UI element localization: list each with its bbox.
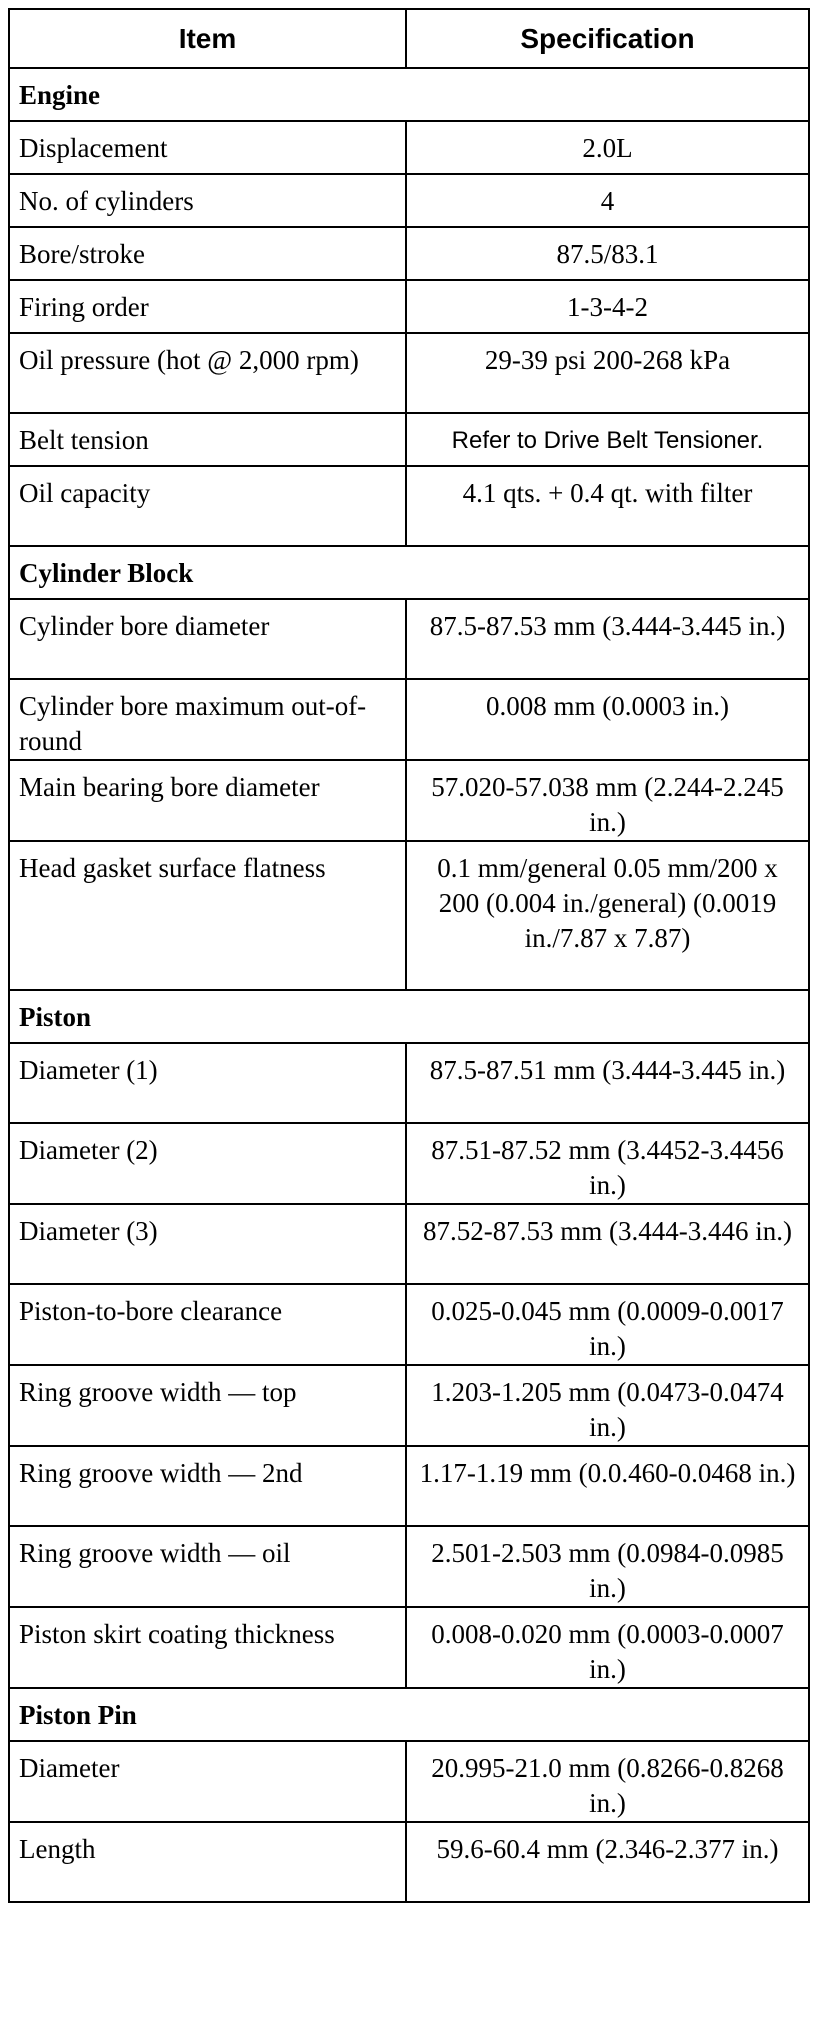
- spec-cell: 0.008 mm (0.0003 in.): [406, 679, 809, 760]
- table-row: [9, 1123, 809, 1204]
- item-cell: Piston-to-bore clearance: [9, 1284, 406, 1365]
- spec-cell: 59.6-60.4 mm (2.346-2.377 in.): [406, 1822, 809, 1902]
- table-row: [9, 1043, 809, 1123]
- spec-cell: 0.008-0.020 mm (0.0003-0.0007 in.): [406, 1607, 809, 1688]
- table-row: [9, 599, 809, 679]
- section-title: Cylinder Block: [9, 546, 809, 599]
- item-cell: Diameter (3): [9, 1204, 406, 1284]
- table-row: [9, 841, 809, 990]
- spec-cell: 2.501-2.503 mm (0.0984-0.0985 in.): [406, 1526, 809, 1607]
- table-row: [9, 280, 809, 333]
- section-title: Piston Pin: [9, 1688, 809, 1741]
- spec-cell: 87.52-87.53 mm (3.444-3.446 in.): [406, 1204, 809, 1284]
- specification-table: [8, 8, 810, 1903]
- spec-cell: Refer to Drive Belt Tensioner.: [406, 413, 809, 466]
- item-cell: Diameter: [9, 1741, 406, 1822]
- item-cell: Firing order: [9, 280, 406, 333]
- spec-cell: 87.5/83.1: [406, 227, 809, 280]
- table-row: [9, 1446, 809, 1526]
- item-cell: Diameter (1): [9, 1043, 406, 1123]
- table-row: [9, 466, 809, 546]
- item-cell: Main bearing bore diameter: [9, 760, 406, 841]
- table-row: [9, 333, 809, 413]
- item-cell: Ring groove width — top: [9, 1365, 406, 1446]
- spec-cell: 87.51-87.52 mm (3.4452-3.4456 in.): [406, 1123, 809, 1204]
- section-row-piston-pin: [9, 1688, 809, 1741]
- table-row: [9, 121, 809, 174]
- table-row: [9, 174, 809, 227]
- spec-cell: 87.5-87.51 mm (3.444-3.445 in.): [406, 1043, 809, 1123]
- section-row-engine: [9, 68, 809, 121]
- spec-cell: 0.025-0.045 mm (0.0009-0.0017 in.): [406, 1284, 809, 1365]
- item-cell: Cylinder bore diameter: [9, 599, 406, 679]
- item-cell: Head gasket surface flatness: [9, 841, 406, 990]
- column-header-specification: Specification: [406, 9, 809, 68]
- column-header-item: Item: [9, 9, 406, 68]
- table-row: [9, 1204, 809, 1284]
- item-cell: Length: [9, 1822, 406, 1902]
- section-row-piston: [9, 990, 809, 1043]
- spec-cell: 57.020-57.038 mm (2.244-2.245 in.): [406, 760, 809, 841]
- table-row: [9, 679, 809, 760]
- spec-cell: 29-39 psi 200-268 kPa: [406, 333, 809, 413]
- table-row: [9, 1822, 809, 1902]
- spec-cell: 87.5-87.53 mm (3.444-3.445 in.): [406, 599, 809, 679]
- item-cell: Bore/stroke: [9, 227, 406, 280]
- spec-cell: 1.203-1.205 mm (0.0473-0.0474 in.): [406, 1365, 809, 1446]
- table-row: [9, 760, 809, 841]
- header-row: [9, 9, 809, 68]
- table-row: [9, 227, 809, 280]
- spec-cell: 4.1 qts. + 0.4 qt. with filter: [406, 466, 809, 546]
- item-cell: Belt tension: [9, 413, 406, 466]
- spec-cell: 1.17-1.19 mm (0.0.460-0.0468 in.): [406, 1446, 809, 1526]
- item-cell: Oil pressure (hot @ 2,000 rpm): [9, 333, 406, 413]
- spec-cell: 2.0L: [406, 121, 809, 174]
- table-row: [9, 413, 809, 466]
- item-cell: Oil capacity: [9, 466, 406, 546]
- item-cell: Displacement: [9, 121, 406, 174]
- item-cell: Diameter (2): [9, 1123, 406, 1204]
- spec-cell: 20.995-21.0 mm (0.8266-0.8268 in.): [406, 1741, 809, 1822]
- spec-cell: 1-3-4-2: [406, 280, 809, 333]
- item-cell: No. of cylinders: [9, 174, 406, 227]
- table-row: [9, 1365, 809, 1446]
- table-row: [9, 1741, 809, 1822]
- item-cell: Cylinder bore maximum out-of-round: [9, 679, 406, 760]
- item-cell: Ring groove width — 2nd: [9, 1446, 406, 1526]
- table-row: [9, 1607, 809, 1688]
- spec-cell: 0.1 mm/general 0.05 mm/200 x 200 (0.004 in./general) (0.0019 in./7.87 x 7.87): [406, 841, 809, 990]
- spec-cell: 4: [406, 174, 809, 227]
- item-cell: Piston skirt coating thickness: [9, 1607, 406, 1688]
- table-row: [9, 1526, 809, 1607]
- section-title: Piston: [9, 990, 809, 1043]
- item-cell: Ring groove width — oil: [9, 1526, 406, 1607]
- table-row: [9, 1284, 809, 1365]
- section-row-cylinder-block: [9, 546, 809, 599]
- section-title: Engine: [9, 68, 809, 121]
